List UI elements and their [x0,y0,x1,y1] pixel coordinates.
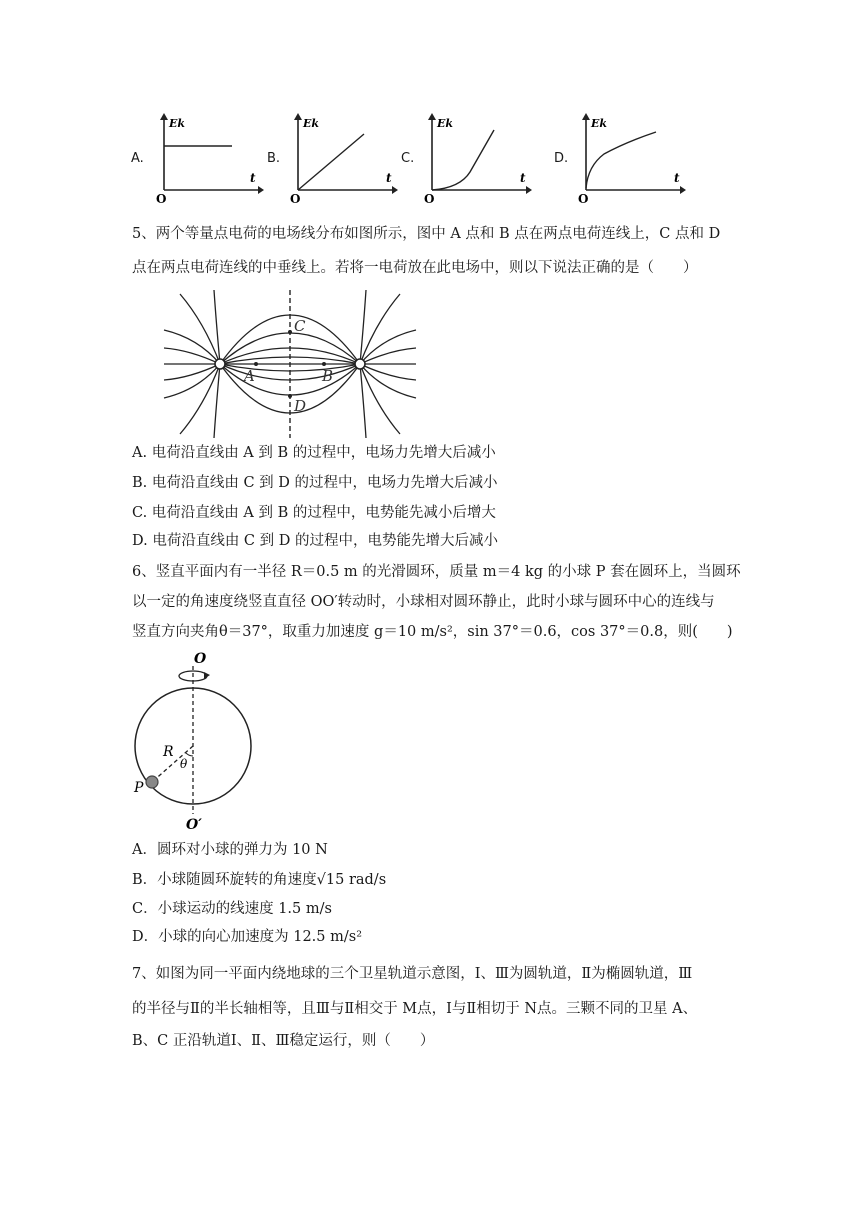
q7-stem-line1: 7、如图为同一平面内绕地球的三个卫星轨道示意图，Ⅰ、Ⅲ为圆轨道，Ⅱ为椭圆轨道，Ⅲ [132,966,693,982]
q6-label-o: O [194,651,207,667]
q6-label-r: R [163,744,174,760]
q7-stem-line2: 的半径与Ⅱ的半长轴相等，且Ⅲ与Ⅱ相交于 M点，Ⅰ与Ⅱ相切于 N点。三颗不同的卫星 A、 [132,1001,698,1017]
q5-label-a: A [244,367,255,385]
q4-graph-d [574,110,689,205]
q4-a-xlabel: t [250,171,256,185]
q5-stem-line1: 5、两个等量点电荷的电场线分布如图所示，图中 A 点和 B 点在两点电荷连线上，C 点和 D [132,226,721,242]
q4-b-ylabel: Ek [303,117,320,130]
q4-b-xlabel: t [386,171,392,185]
q5-label-b: B [322,367,334,385]
q4-a-ylabel: Ek [169,117,186,130]
q4-d-origin: O [578,192,589,205]
q6-option-b[interactable]: B．小球随圆环旋转的角速度√15 rad/s [132,872,387,888]
q6-option-d[interactable]: D．小球的向心加速度为 12.5 m/s² [132,929,363,945]
q5-option-d[interactable]: D. 电荷沿直线由 C 到 D 的过程中，电势能先增大后减小 [132,533,498,549]
q4-c-origin: O [424,192,435,205]
q5-label-d: D [294,397,307,415]
q4-c-ylabel: Ek [437,117,454,130]
q4-b-origin: O [290,192,301,205]
q6-option-a[interactable]: A．圆环对小球的弹力为 10 N [132,842,328,858]
q4-option-c-letter: C. [401,151,415,166]
q6-ring-diagram [128,646,258,831]
q5-option-b[interactable]: B. 电荷沿直线由 C 到 D 的过程中，电场力先增大后减小 [132,475,498,491]
q4-graph-b [286,110,401,205]
q6-stem-line3: 竖直方向夹角θ＝37°，取重力加速度 g＝10 m/s²，sin 37°＝0.6，cos 37°＝0.8，则( ) [132,624,733,640]
q6-label-theta: θ [180,757,188,771]
q4-d-xlabel: t [674,171,680,185]
q4-option-d-letter: D. [554,151,569,166]
q4-graph-a [150,110,265,205]
q6-label-o-prime: O′ [186,817,202,831]
q5-stem-line2: 点在两点电荷连线的中垂线上。若将一电荷放在此电场中，则以下说法正确的是（ ） [132,260,698,276]
q4-graph-c [420,110,535,205]
q4-d-ylabel: Ek [591,117,608,130]
q7-stem-line3: B、C 正沿轨道Ⅰ、Ⅱ、Ⅲ稳定运行，则（ ） [132,1033,435,1049]
q5-option-c[interactable]: C. 电荷沿直线由 A 到 B 的过程中，电势能先减小后增大 [132,505,496,521]
q5-option-a[interactable]: A. 电荷沿直线由 A 到 B 的过程中，电场力先增大后减小 [132,445,496,461]
q6-option-c[interactable]: C．小球运动的线速度 1.5 m/s [132,901,332,917]
q4-c-xlabel: t [520,171,526,185]
q4-option-a-letter: A. [131,151,144,166]
q5-field-diagram [160,288,420,438]
q5-label-c: C [294,317,306,335]
q6-label-p: P [134,780,144,796]
q4-option-b-letter: B. [267,151,281,166]
q4-a-origin: O [156,192,167,205]
q6-stem-line1: 6、竖直平面内有一半径 R＝0.5 m 的光滑圆环，质量 m＝4 kg 的小球 P 套在圆环上，当圆环 [132,564,741,580]
q6-stem-line2: 以一定的角速度绕竖直直径 OO′转动时，小球相对圆环静止，此时小球与圆环中心的连线与 [132,594,715,610]
